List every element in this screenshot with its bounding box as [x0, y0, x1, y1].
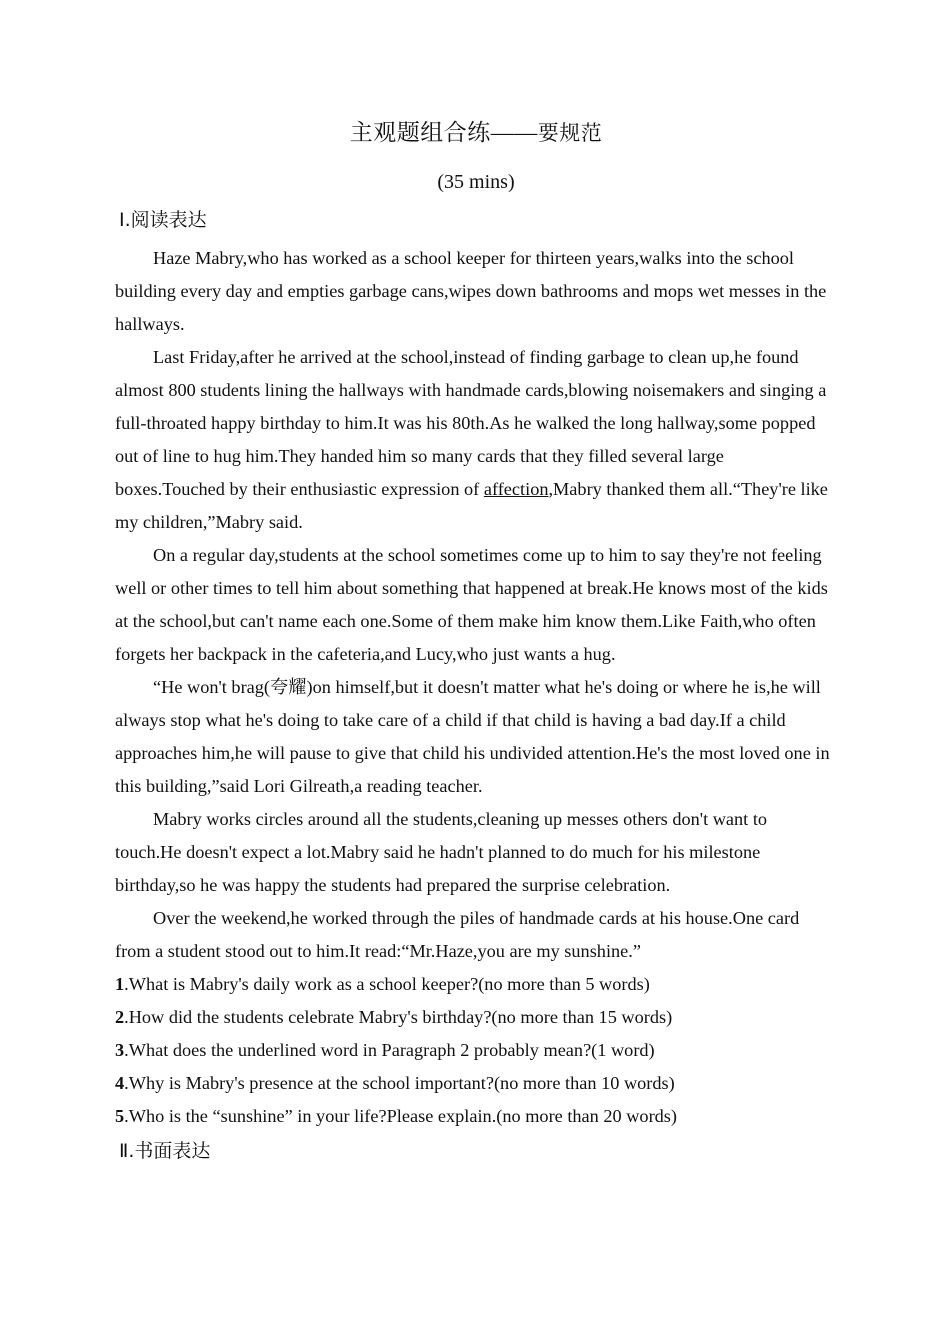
question-text: .Who is the “sunshine” in your life?Please explain.(no more than 20 words)	[124, 1106, 678, 1126]
question-number: 3	[115, 1040, 125, 1060]
question-number: 2	[115, 1007, 125, 1027]
question-1	[115, 968, 837, 1001]
question-4	[115, 1067, 837, 1100]
page-title	[115, 118, 837, 148]
question-text: .What does the underlined word in Paragraph 2 probably mean?(1 word)	[124, 1040, 655, 1060]
section-heading-reading: Ⅰ.阅读表达	[119, 209, 207, 231]
paragraph-6: Over the weekend,he worked through the piles of handmade cards at his house.One card from a student stood out to him.It read:“Mr.Haze,you are my sunshine.”	[115, 908, 800, 961]
section-heading-writing: Ⅱ.书面表达	[119, 1140, 211, 1162]
question-text: .How did the students celebrate Mabry's birthday?(no more than 15 words)	[124, 1007, 673, 1027]
paragraph-2	[115, 341, 837, 539]
question-2	[115, 1001, 837, 1034]
time-limit: (35 mins)	[437, 171, 515, 193]
paragraph-2-part-b: ,Mabry thanked them all.“They're like my children,”Mabry said.	[115, 479, 828, 532]
paragraph-2-part-a: Last Friday,after he arrived at the school,instead of finding garbage to clean up,he found almost 800 students lining the hallways with handmade cards,blowing noisemakers and singing a full-throated happy birthday to him.It was his 80th.As he walked the long hallway,some popped out of line to hug him.They handed him so many cards that they filled several large boxes.Touched by their enthusiastic expression of	[115, 347, 827, 499]
underlined-word: affection	[483, 479, 549, 499]
paragraph-1: Haze Mabry,who has worked as a school keeper for thirteen years,walks into the school building every day and empties garbage cans,wipes down bathrooms and mops wet messes in the hallways.	[115, 248, 827, 334]
question-text: .Why is Mabry's presence at the school important?(no more than 10 words)	[124, 1073, 675, 1093]
title-main: 主观题组合练	[349, 120, 491, 146]
question-3	[115, 1034, 837, 1067]
title-dash: ——	[490, 120, 538, 145]
question-5	[115, 1100, 837, 1133]
question-text: .What is Mabry's daily work as a school keeper?(no more than 5 words)	[124, 974, 650, 994]
title-subtitle: 要规范	[537, 121, 603, 145]
question-number: 1	[115, 974, 125, 994]
document-page	[115, 110, 837, 1165]
question-number: 5	[115, 1106, 125, 1126]
paragraph-4: “He won't brag(夸耀)on himself,but it doesn't matter what he's doing or where he is,he will always stop what he's doing to take care of a child if that child is having a bad day.If a child approaches him,he will pause to give that child his undivided attention.He's the most loved one in this building,”said Lori Gilreath,a reading teacher.	[115, 677, 830, 796]
paragraph-5: Mabry works circles around all the students,cleaning up messes others don't want to touch.He doesn't expect a lot.Mabry said he hadn't planned to do much for his milestone birthday,so he was happy the students had prepared the surprise celebration.	[115, 809, 768, 895]
question-number: 4	[115, 1073, 125, 1093]
paragraph-3: On a regular day,students at the school sometimes come up to him to say they're not feeling well or other times to tell him about something that happened at break.He knows most of the kids at the school,but can't name each one.Some of them make him know them.Like Faith,who often forgets her backpack in the cafeteria,and Lucy,who just wants a hug.	[115, 545, 828, 664]
